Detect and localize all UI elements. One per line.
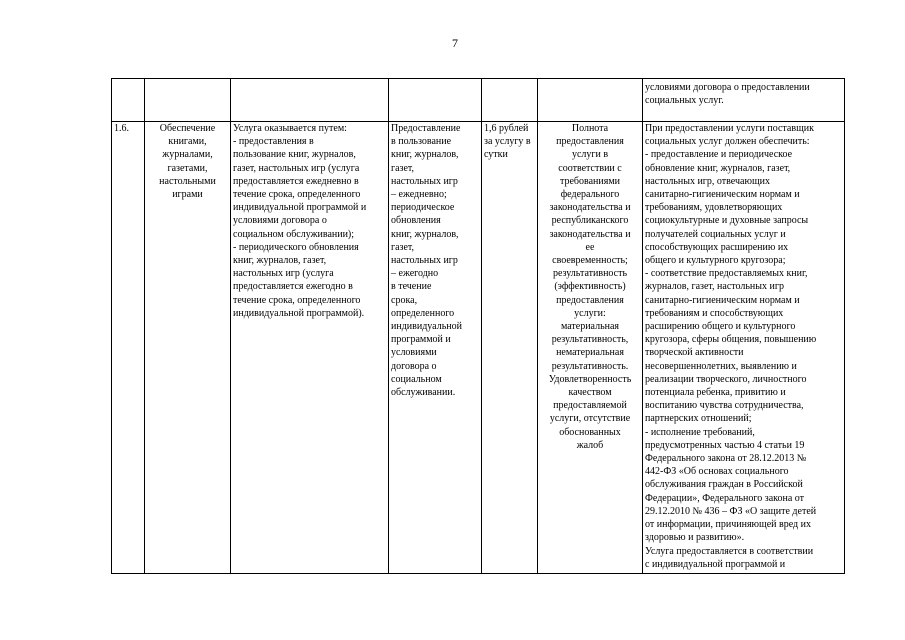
page-number: 7 [452, 36, 458, 50]
cell-quality-indicators: Полнота предоставления услуги в соответствии с требованиями федерального законодательства и республиканского законодательства и ее своевременность; результативность (эффективность) предоставления услуги: материальная результативность, нематериальная результативность. Удовлетворенность качеством предоставляемой услуги, отсутствие обоснованных жалоб [538, 122, 643, 574]
cell-number: 1.6. [112, 122, 145, 574]
cell-conditions: При предоставлении услуги поставщик социальных услуг должен обеспечить: - предоставление и периодическое обновление книг, журналов, газет, настольных игр, отвечающих санитарно-гигиеническим нормам и требованиям, удовлетворяющих социокультурные и духовные запросы получателей социальных услуг и способствующих расширению их общего и культурного кругозора; - соответствие предоставляемых книг, журналов, газет, настольных игр санитарно-гигиеническим нормам и требованиям и способствующих расширению общего и культурного кругозора, сферы общения, повышению творческой активности несовершеннолетних, выявлению и реализации творческого, личностного потенциала ребенка, привитию и воспитанию чувства сотрудничества, партнерских отношений; - исполнение требований, предусмотренных частью 4 статьи 19 Федерального закона от 28.12.2013 № 442-ФЗ «Об основах социального обслуживания граждан в Российской Федерации», Федерального закона от 29.12.2010 № 436 – ФЗ «О защите детей от информации, причиняющей вред их здоровью и развитию». Услуга предоставляется в соответствии с индивидуальной программой и [643, 122, 845, 574]
cell-service-description [231, 79, 389, 122]
cell-provision-terms [389, 79, 482, 122]
table-row [112, 79, 845, 122]
cell-quality-indicators [538, 79, 643, 122]
table-row [112, 122, 845, 574]
cell-service-name: Обеспечение книгами, журналами, газетами, настольными играми [145, 122, 231, 574]
cell-price: 1,6 рублей за услугу в сутки [482, 122, 538, 574]
cell-provision-terms: Предоставление в пользование книг, журналов, газет, настольных игр – ежедневно; периодическое обновления книг, журналов, газет, настольных игр – ежегодно в течение срока, определенного индивидуальной программой и условиями договора о социальном обслуживании. [389, 122, 482, 574]
services-table [111, 78, 845, 574]
cell-service-name [145, 79, 231, 122]
cell-service-description: Услуга оказывается путем: - предоставления в пользование книг, журналов, газет, настольных игр (услуга предоставляется ежедневно в течение срока, определенного индивидуальной программой и условиями договора о социальном обслуживании); - периодического обновления книг, журналов, газет, настольных игр (услуга предоставляется ежегодно в течение срока, определенного индивидуальной программой). [231, 122, 389, 574]
cell-conditions: условиями договора о предоставлении социальных услуг. [643, 79, 845, 122]
cell-price [482, 79, 538, 122]
cell-number [112, 79, 145, 122]
